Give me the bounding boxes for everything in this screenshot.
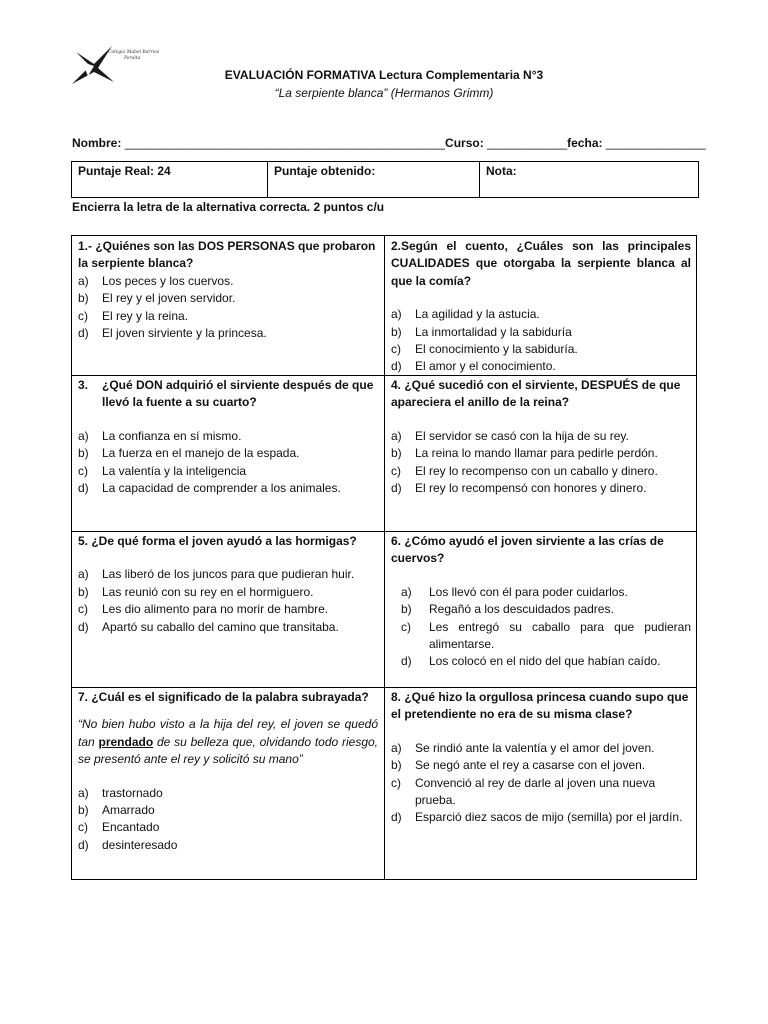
option-c[interactable] bbox=[391, 619, 691, 654]
curso-line[interactable]: ____________ bbox=[487, 136, 568, 150]
student-fields bbox=[72, 136, 706, 150]
nombre-line[interactable]: ________________________________________________ bbox=[124, 136, 446, 150]
option-letter: d) bbox=[78, 481, 89, 496]
option-b[interactable] bbox=[391, 324, 691, 341]
quote-text-end: de su belleza que, olvidando todo riesgo, se presentó ante el rey y solicitó su mano” bbox=[78, 734, 378, 767]
grid-divider-row2 bbox=[72, 531, 696, 532]
option-letter: c) bbox=[78, 820, 88, 835]
option-letter: b) bbox=[391, 324, 402, 339]
option-letter: b) bbox=[78, 446, 89, 461]
option-letter: b) bbox=[401, 602, 412, 617]
option-text: La agilidad y la astucia. bbox=[415, 307, 540, 322]
question-text: 4. ¿Qué sucedió con el sirviente, DESPUÉS de que apareciera el anillo de la reina? bbox=[391, 378, 681, 410]
quote-text-start: “No bien hubo visto a la hija del rey, el joven se quedó tan bbox=[78, 717, 378, 749]
option-text: La reina lo mando llamar para pedirle perdón. bbox=[415, 446, 658, 461]
option-text: La fuerza en el manejo de la espada. bbox=[102, 446, 300, 461]
question-text: 6. ¿Cómo ayudó el joven sirviente a las crías de cuervos? bbox=[391, 534, 664, 566]
option-text: Las reunió con su rey en el hormiguero. bbox=[102, 584, 314, 599]
option-letter: d) bbox=[78, 326, 89, 341]
option-d[interactable] bbox=[78, 619, 378, 636]
instructions: Encierra la letra de la alternativa correcta. 2 puntos c/u bbox=[72, 200, 385, 214]
option-letter: c) bbox=[78, 308, 88, 323]
option-text: Amarrado bbox=[102, 803, 155, 818]
option-a[interactable] bbox=[391, 740, 691, 757]
option-letter: d) bbox=[391, 481, 402, 496]
option-text: trastornado bbox=[102, 785, 163, 800]
option-letter: c) bbox=[391, 775, 401, 790]
question-6 bbox=[391, 533, 691, 671]
question-1 bbox=[78, 238, 378, 342]
story-quote bbox=[78, 716, 378, 768]
option-letter: a) bbox=[78, 428, 89, 443]
option-c[interactable] bbox=[391, 463, 691, 480]
grid-divider-vertical bbox=[384, 236, 385, 879]
score-grade[interactable]: Nota: bbox=[486, 164, 517, 178]
option-letter: c) bbox=[391, 342, 401, 357]
logo-text-line1: Colegio Mabel Barrios bbox=[108, 50, 160, 55]
score-real: Puntaje Real: 24 bbox=[72, 162, 268, 197]
option-letter: c) bbox=[401, 619, 411, 634]
question-7 bbox=[78, 689, 378, 854]
question-3 bbox=[78, 377, 378, 497]
option-letter: a) bbox=[391, 307, 402, 322]
option-text: Se rindió ante la valentía y el amor del joven. bbox=[415, 740, 655, 755]
question-2 bbox=[391, 238, 691, 376]
option-text: Les dio alimento para no morir de hambre. bbox=[102, 602, 329, 617]
option-d[interactable] bbox=[78, 325, 378, 342]
option-letter: a) bbox=[78, 567, 89, 582]
option-letter: c) bbox=[78, 463, 88, 478]
option-letter: c) bbox=[391, 463, 401, 478]
option-text: El rey lo recompensó con honores y dinero. bbox=[415, 481, 647, 496]
school-logo bbox=[68, 42, 164, 90]
question-5 bbox=[78, 533, 378, 636]
option-text: El rey lo recompenso con un caballo y dinero. bbox=[415, 463, 658, 478]
option-text: Regañó a los descuidados padres. bbox=[429, 602, 614, 617]
option-letter: a) bbox=[78, 785, 89, 800]
option-letter: a) bbox=[391, 740, 402, 755]
option-letter: d) bbox=[401, 654, 412, 669]
option-letter: a) bbox=[78, 273, 89, 288]
score-table bbox=[71, 161, 699, 198]
option-text: La inmortalidad y la sabiduría bbox=[415, 324, 572, 339]
score-obtained[interactable]: Puntaje obtenido: bbox=[268, 162, 480, 197]
option-a[interactable] bbox=[78, 566, 378, 583]
option-letter: b) bbox=[391, 446, 402, 461]
option-text: Convenció al rey de darle al joven una nueva prueba. bbox=[415, 775, 656, 808]
fecha-line[interactable]: _______________ bbox=[605, 136, 706, 150]
questions-grid bbox=[71, 235, 697, 880]
option-b[interactable] bbox=[391, 757, 691, 774]
option-text: La valentía y la inteligencia bbox=[102, 463, 247, 478]
option-d[interactable] bbox=[391, 653, 691, 670]
option-a[interactable] bbox=[78, 428, 378, 445]
option-text: desinteresado bbox=[102, 837, 178, 852]
option-c[interactable] bbox=[78, 308, 378, 325]
option-text: Apartó su caballo del camino que transitaba. bbox=[102, 619, 339, 634]
option-a[interactable] bbox=[78, 785, 378, 802]
option-letter: b) bbox=[78, 803, 89, 818]
question-8 bbox=[391, 689, 691, 827]
nombre-label: Nombre: bbox=[72, 136, 122, 150]
option-a[interactable] bbox=[391, 584, 691, 601]
option-text: Esparció diez sacos de mijo (semilla) por el jardín. bbox=[415, 810, 683, 825]
option-d[interactable] bbox=[78, 837, 378, 854]
option-text: La capacidad de comprender a los animales. bbox=[102, 481, 341, 496]
option-text: Se negó ante el rey a casarse con el joven. bbox=[415, 758, 646, 773]
logo-text bbox=[108, 50, 159, 62]
grid-divider-row3 bbox=[72, 687, 696, 688]
logo-text-line2: Peralta bbox=[124, 56, 141, 61]
option-text: Los colocó en el nido del que habían caído. bbox=[429, 654, 661, 669]
option-b[interactable] bbox=[78, 445, 378, 462]
option-b[interactable] bbox=[391, 601, 691, 618]
underlined-word: prendado bbox=[98, 734, 154, 749]
option-letter: d) bbox=[78, 837, 89, 852]
option-letter: b) bbox=[391, 758, 402, 773]
option-text: El joven sirviente y la princesa. bbox=[102, 326, 267, 341]
option-a[interactable] bbox=[78, 273, 378, 290]
option-text: Los llevó con él para poder cuidarlos. bbox=[429, 584, 628, 599]
option-c[interactable] bbox=[391, 341, 691, 358]
question-number: 3. bbox=[78, 378, 89, 392]
option-text: Les entregó su caballo para que pudieran alimentarse. bbox=[429, 619, 691, 652]
question-text: 2.Según el cuento, ¿Cuáles son las principales CUALIDADES que otorgaba la serpiente blanca al que la comía? bbox=[391, 239, 691, 288]
option-b[interactable] bbox=[78, 802, 378, 819]
option-letter: a) bbox=[391, 428, 402, 443]
option-d[interactable] bbox=[78, 480, 378, 497]
option-text: El rey y la reina. bbox=[102, 308, 189, 323]
option-d[interactable] bbox=[391, 809, 691, 826]
option-letter: b) bbox=[78, 291, 89, 306]
page-title: EVALUACIÓN FORMATIVA Lectura Complementaria N°3 bbox=[224, 68, 544, 82]
question-text: 7. ¿Cuál es el significado de la palabra subrayada? bbox=[78, 690, 369, 704]
option-letter: d) bbox=[391, 359, 402, 374]
option-b[interactable] bbox=[391, 445, 691, 462]
option-text: El amor y el conocimiento. bbox=[415, 359, 556, 374]
option-d[interactable] bbox=[391, 480, 691, 497]
option-letter: c) bbox=[78, 602, 88, 617]
option-letter: a) bbox=[401, 584, 412, 599]
option-c[interactable] bbox=[78, 601, 378, 618]
option-d[interactable] bbox=[391, 358, 691, 375]
option-text: Encantado bbox=[102, 820, 160, 835]
option-a[interactable] bbox=[391, 428, 691, 445]
fecha-label: fecha: bbox=[567, 136, 603, 150]
option-text: El servidor se casó con la hija de su rey. bbox=[415, 428, 629, 443]
question-text: 1.- ¿Quiénes son las DOS PERSONAS que probaron la serpiente blanca? bbox=[78, 239, 376, 271]
question-4 bbox=[391, 377, 691, 497]
option-text: El rey y el joven servidor. bbox=[102, 291, 236, 306]
option-a[interactable] bbox=[391, 306, 691, 323]
option-text: Las liberó de los juncos para que pudieran huir. bbox=[102, 567, 355, 582]
option-letter: d) bbox=[78, 619, 89, 634]
curso-label: Curso: bbox=[445, 136, 484, 150]
option-c[interactable] bbox=[391, 775, 691, 810]
option-text: El conocimiento y la sabiduría. bbox=[415, 342, 578, 357]
option-letter: d) bbox=[391, 810, 402, 825]
option-b[interactable] bbox=[78, 290, 378, 307]
option-text: Los peces y los cuervos. bbox=[102, 273, 234, 288]
question-text: 5. ¿De qué forma el joven ayudó a las hormigas? bbox=[78, 534, 357, 548]
option-b[interactable] bbox=[78, 584, 378, 601]
question-text: 8. ¿Qué hizo la orgullosa princesa cuando supo que el pretendiente no era de su misma clase? bbox=[391, 690, 689, 722]
option-c[interactable] bbox=[78, 463, 378, 480]
question-text: ¿Qué DON adquirió el sirviente después de que llevó la fuente a su cuarto? bbox=[102, 378, 374, 410]
option-text: La confianza en sí mismo. bbox=[102, 428, 242, 443]
option-c[interactable] bbox=[78, 819, 378, 836]
option-letter: b) bbox=[78, 584, 89, 599]
page-subtitle: “La serpiente blanca” (Hermanos Grimm) bbox=[274, 86, 494, 100]
